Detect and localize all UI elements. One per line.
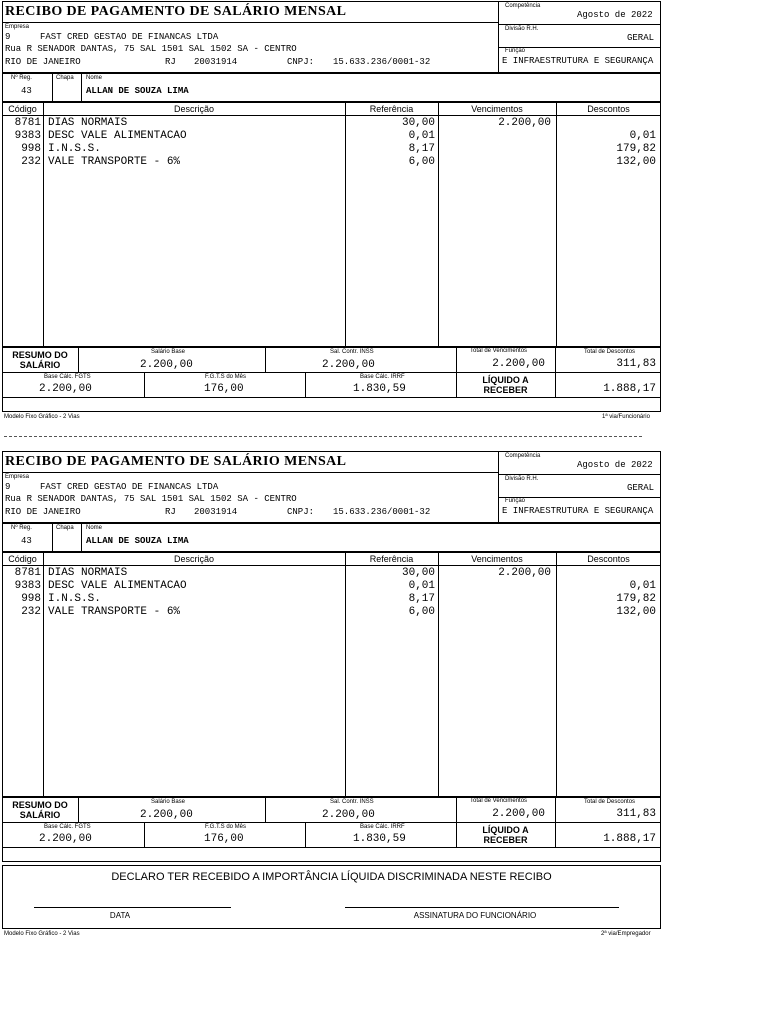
funcao-value: E INFRAESTRUTURA E SEGURANÇA (502, 506, 654, 516)
empresa-label: Empresa (5, 24, 30, 30)
item-descricao: I.N.S.S. (48, 143, 101, 155)
cnpj-label: CNPJ: (287, 57, 315, 67)
item-descricao: DIAS NORMAIS (48, 117, 128, 129)
base-irrf-label: Base Cálc. IRRF (360, 824, 405, 830)
fgts-mes-value: 176,00 (204, 833, 244, 845)
base-fgts-label: Base Cálc. FGTS (44, 824, 91, 830)
resumo-line1: RESUMO DO (12, 350, 68, 360)
liquido-line1: LÍQUIDO A (482, 375, 529, 385)
resumo-box (2, 347, 661, 412)
item-descontos: 132,00 (616, 156, 656, 168)
empresa-nome: FAST CRED GESTAO DE FINANCAS LTDA (40, 482, 219, 492)
empresa-cidade: RIO DE JANEIRO (5, 507, 81, 517)
declaration-text: DECLARO TER RECEBIDO A IMPORTÂNCIA LÍQUIDA DISCRIMINADA NESTE RECIBO (111, 871, 552, 883)
base-irrf-value: 1.830,59 (353, 383, 406, 395)
item-codigo: 232 (21, 606, 41, 618)
cut-line (4, 436, 642, 437)
liquido-line1: LÍQUIDO A (482, 825, 529, 835)
item-descricao: DESC VALE ALIMENTACAO (48, 580, 187, 592)
item-referencia: 30,00 (401, 117, 435, 129)
base-irrf-value: 1.830,59 (353, 833, 406, 845)
col-vencimentos: Vencimentos (471, 104, 523, 114)
date-label: DATA (109, 911, 131, 920)
receipt-title: RECIBO DE PAGAMENTO DE SALÁRIO MENSAL (5, 4, 347, 19)
via-label: 1ª via/Funcionário (602, 414, 650, 420)
nreg-label: Nº Reg. (11, 525, 32, 531)
salario-base-label: Salário Base (151, 349, 186, 355)
item-codigo: 998 (21, 143, 41, 155)
item-descricao: I.N.S.S. (48, 593, 101, 605)
empresa-cidade: RIO DE JANEIRO (5, 57, 81, 67)
total-descontos-value: 311,83 (616, 808, 656, 820)
empresa-label: Empresa (5, 474, 30, 480)
employee-name: ALLAN DE SOUZA LIMA (86, 86, 189, 96)
item-descontos: 132,00 (616, 606, 656, 618)
divisao-value: GERAL (627, 33, 655, 43)
chapa-label: Chapa (56, 75, 74, 81)
empresa-uf: RJ (165, 507, 176, 517)
total-vencimentos-value: 2.200,00 (492, 358, 545, 370)
col-descricao: Descrição (173, 554, 214, 564)
item-referencia: 6,00 (408, 156, 435, 168)
via-label: 2ª via/Empregador (601, 931, 651, 937)
resumo-line2: SALÁRIO (19, 810, 61, 820)
item-descontos: 0,01 (629, 580, 656, 592)
nome-label: Nome (86, 525, 103, 531)
item-referencia: 0,01 (408, 580, 435, 592)
item-codigo: 9383 (14, 580, 41, 592)
funcao-value: E INFRAESTRUTURA E SEGURANÇA (502, 56, 654, 66)
col-vencimentos: Vencimentos (471, 554, 523, 564)
empresa-cep: 20031914 (194, 57, 238, 67)
fgts-mes-label: F.G.T.S do Mês (205, 374, 247, 380)
sal-contr-inss-value: 2.200,00 (322, 809, 375, 821)
empresa-endereco: Rua R SENADOR DANTAS, 75 SAL 1501 SAL 1502 SA - CENTRO (5, 494, 297, 504)
empresa-nome: FAST CRED GESTAO DE FINANCAS LTDA (40, 32, 219, 42)
divisao-label: Divisão R.H. (505, 476, 539, 482)
col-referencia: Referência (369, 104, 414, 114)
item-descontos: 179,82 (616, 143, 656, 155)
item-vencimentos: 2.200,00 (498, 567, 551, 579)
liquido-value: 1.888,17 (603, 833, 656, 845)
nreg-value: 43 (21, 536, 32, 546)
empresa-endereco: Rua R SENADOR DANTAS, 75 SAL 1501 SAL 1502 SA - CENTRO (5, 44, 297, 54)
item-codigo: 232 (21, 156, 41, 168)
item-descricao: DIAS NORMAIS (48, 567, 128, 579)
base-fgts-value: 2.200,00 (39, 833, 92, 845)
item-codigo: 8781 (14, 117, 41, 129)
col-codigo: Código (8, 104, 37, 114)
modelo-label: Modelo Fixo Gráfico - 2 Vias (4, 414, 80, 420)
item-descricao: VALE TRANSPORTE - 6% (48, 156, 181, 168)
col-referencia: Referência (369, 554, 414, 564)
liquido-line2: RECEBER (483, 385, 528, 395)
base-irrf-label: Base Cálc. IRRF (360, 374, 405, 380)
competencia-value: Agosto de 2022 (577, 460, 653, 470)
resumo-box (2, 797, 661, 862)
item-descontos: 0,01 (629, 130, 656, 142)
employee-name: ALLAN DE SOUZA LIMA (86, 536, 189, 546)
funcao-label: Função (505, 48, 526, 54)
total-descontos-value: 311,83 (616, 358, 656, 370)
item-descricao: DESC VALE ALIMENTACAO (48, 130, 187, 142)
item-referencia: 8,17 (408, 593, 435, 605)
fgts-mes-label: F.G.T.S do Mês (205, 824, 247, 830)
empresa-codigo: 9 (5, 32, 11, 42)
receipt-copy-2 (0, 450, 768, 950)
resumo-line2: SALÁRIO (19, 360, 61, 370)
item-codigo: 8781 (14, 567, 41, 579)
total-descontos-label: Total de Descontos (584, 799, 636, 805)
competencia-value: Agosto de 2022 (577, 10, 653, 20)
modelo-label: Modelo Fixo Gráfico - 2 Vias (4, 931, 80, 937)
salario-base-value: 2.200,00 (140, 809, 193, 821)
funcao-label: Função (505, 498, 526, 504)
cnpj-value: 15.633.236/0001-32 (333, 57, 431, 67)
liquido-line2: RECEBER (483, 835, 528, 845)
cnpj-value: 15.633.236/0001-32 (333, 507, 431, 517)
sal-contr-inss-label: Sal. Contr. INSS (330, 799, 374, 805)
date-line (34, 907, 231, 908)
empresa-codigo: 9 (5, 482, 11, 492)
item-referencia: 30,00 (401, 567, 435, 579)
competencia-label: Competência (505, 3, 541, 9)
receipt-title: RECIBO DE PAGAMENTO DE SALÁRIO MENSAL (5, 454, 347, 469)
sal-contr-inss-label: Sal. Contr. INSS (330, 349, 374, 355)
base-fgts-label: Base Cálc. FGTS (44, 374, 91, 380)
cnpj-label: CNPJ: (287, 507, 315, 517)
item-referencia: 0,01 (408, 130, 435, 142)
receipt-copy-1 (0, 0, 768, 450)
chapa-label: Chapa (56, 525, 74, 531)
signature-line (345, 907, 619, 908)
nreg-value: 43 (21, 86, 32, 96)
col-descricao: Descrição (173, 104, 214, 114)
item-codigo: 998 (21, 593, 41, 605)
item-descontos: 179,82 (616, 593, 656, 605)
item-descricao: VALE TRANSPORTE - 6% (48, 606, 181, 618)
col-descontos: Descontos (587, 104, 630, 114)
col-codigo: Código (8, 554, 37, 564)
liquido-value: 1.888,17 (603, 383, 656, 395)
salario-base-label: Salário Base (151, 799, 186, 805)
base-fgts-value: 2.200,00 (39, 383, 92, 395)
total-vencimentos-value: 2.200,00 (492, 808, 545, 820)
total-descontos-label: Total de Descontos (584, 349, 636, 355)
divisao-value: GERAL (627, 483, 655, 493)
empresa-cep: 20031914 (194, 507, 238, 517)
item-vencimentos: 2.200,00 (498, 117, 551, 129)
total-vencimentos-label: Total de Vencimentos (470, 348, 528, 354)
divisao-label: Divisão R.H. (505, 26, 539, 32)
nreg-label: Nº Reg. (11, 75, 32, 81)
col-descontos: Descontos (587, 554, 630, 564)
item-referencia: 8,17 (408, 143, 435, 155)
total-vencimentos-label: Total de Vencimentos (470, 798, 528, 804)
empresa-uf: RJ (165, 57, 176, 67)
signature-label: ASSINATURA DO FUNCIONÁRIO (413, 911, 537, 920)
sal-contr-inss-value: 2.200,00 (322, 359, 375, 371)
competencia-label: Competência (505, 453, 541, 459)
item-referencia: 6,00 (408, 606, 435, 618)
resumo-line1: RESUMO DO (12, 800, 68, 810)
nome-label: Nome (86, 75, 103, 81)
fgts-mes-value: 176,00 (204, 383, 244, 395)
salario-base-value: 2.200,00 (140, 359, 193, 371)
item-codigo: 9383 (14, 130, 41, 142)
